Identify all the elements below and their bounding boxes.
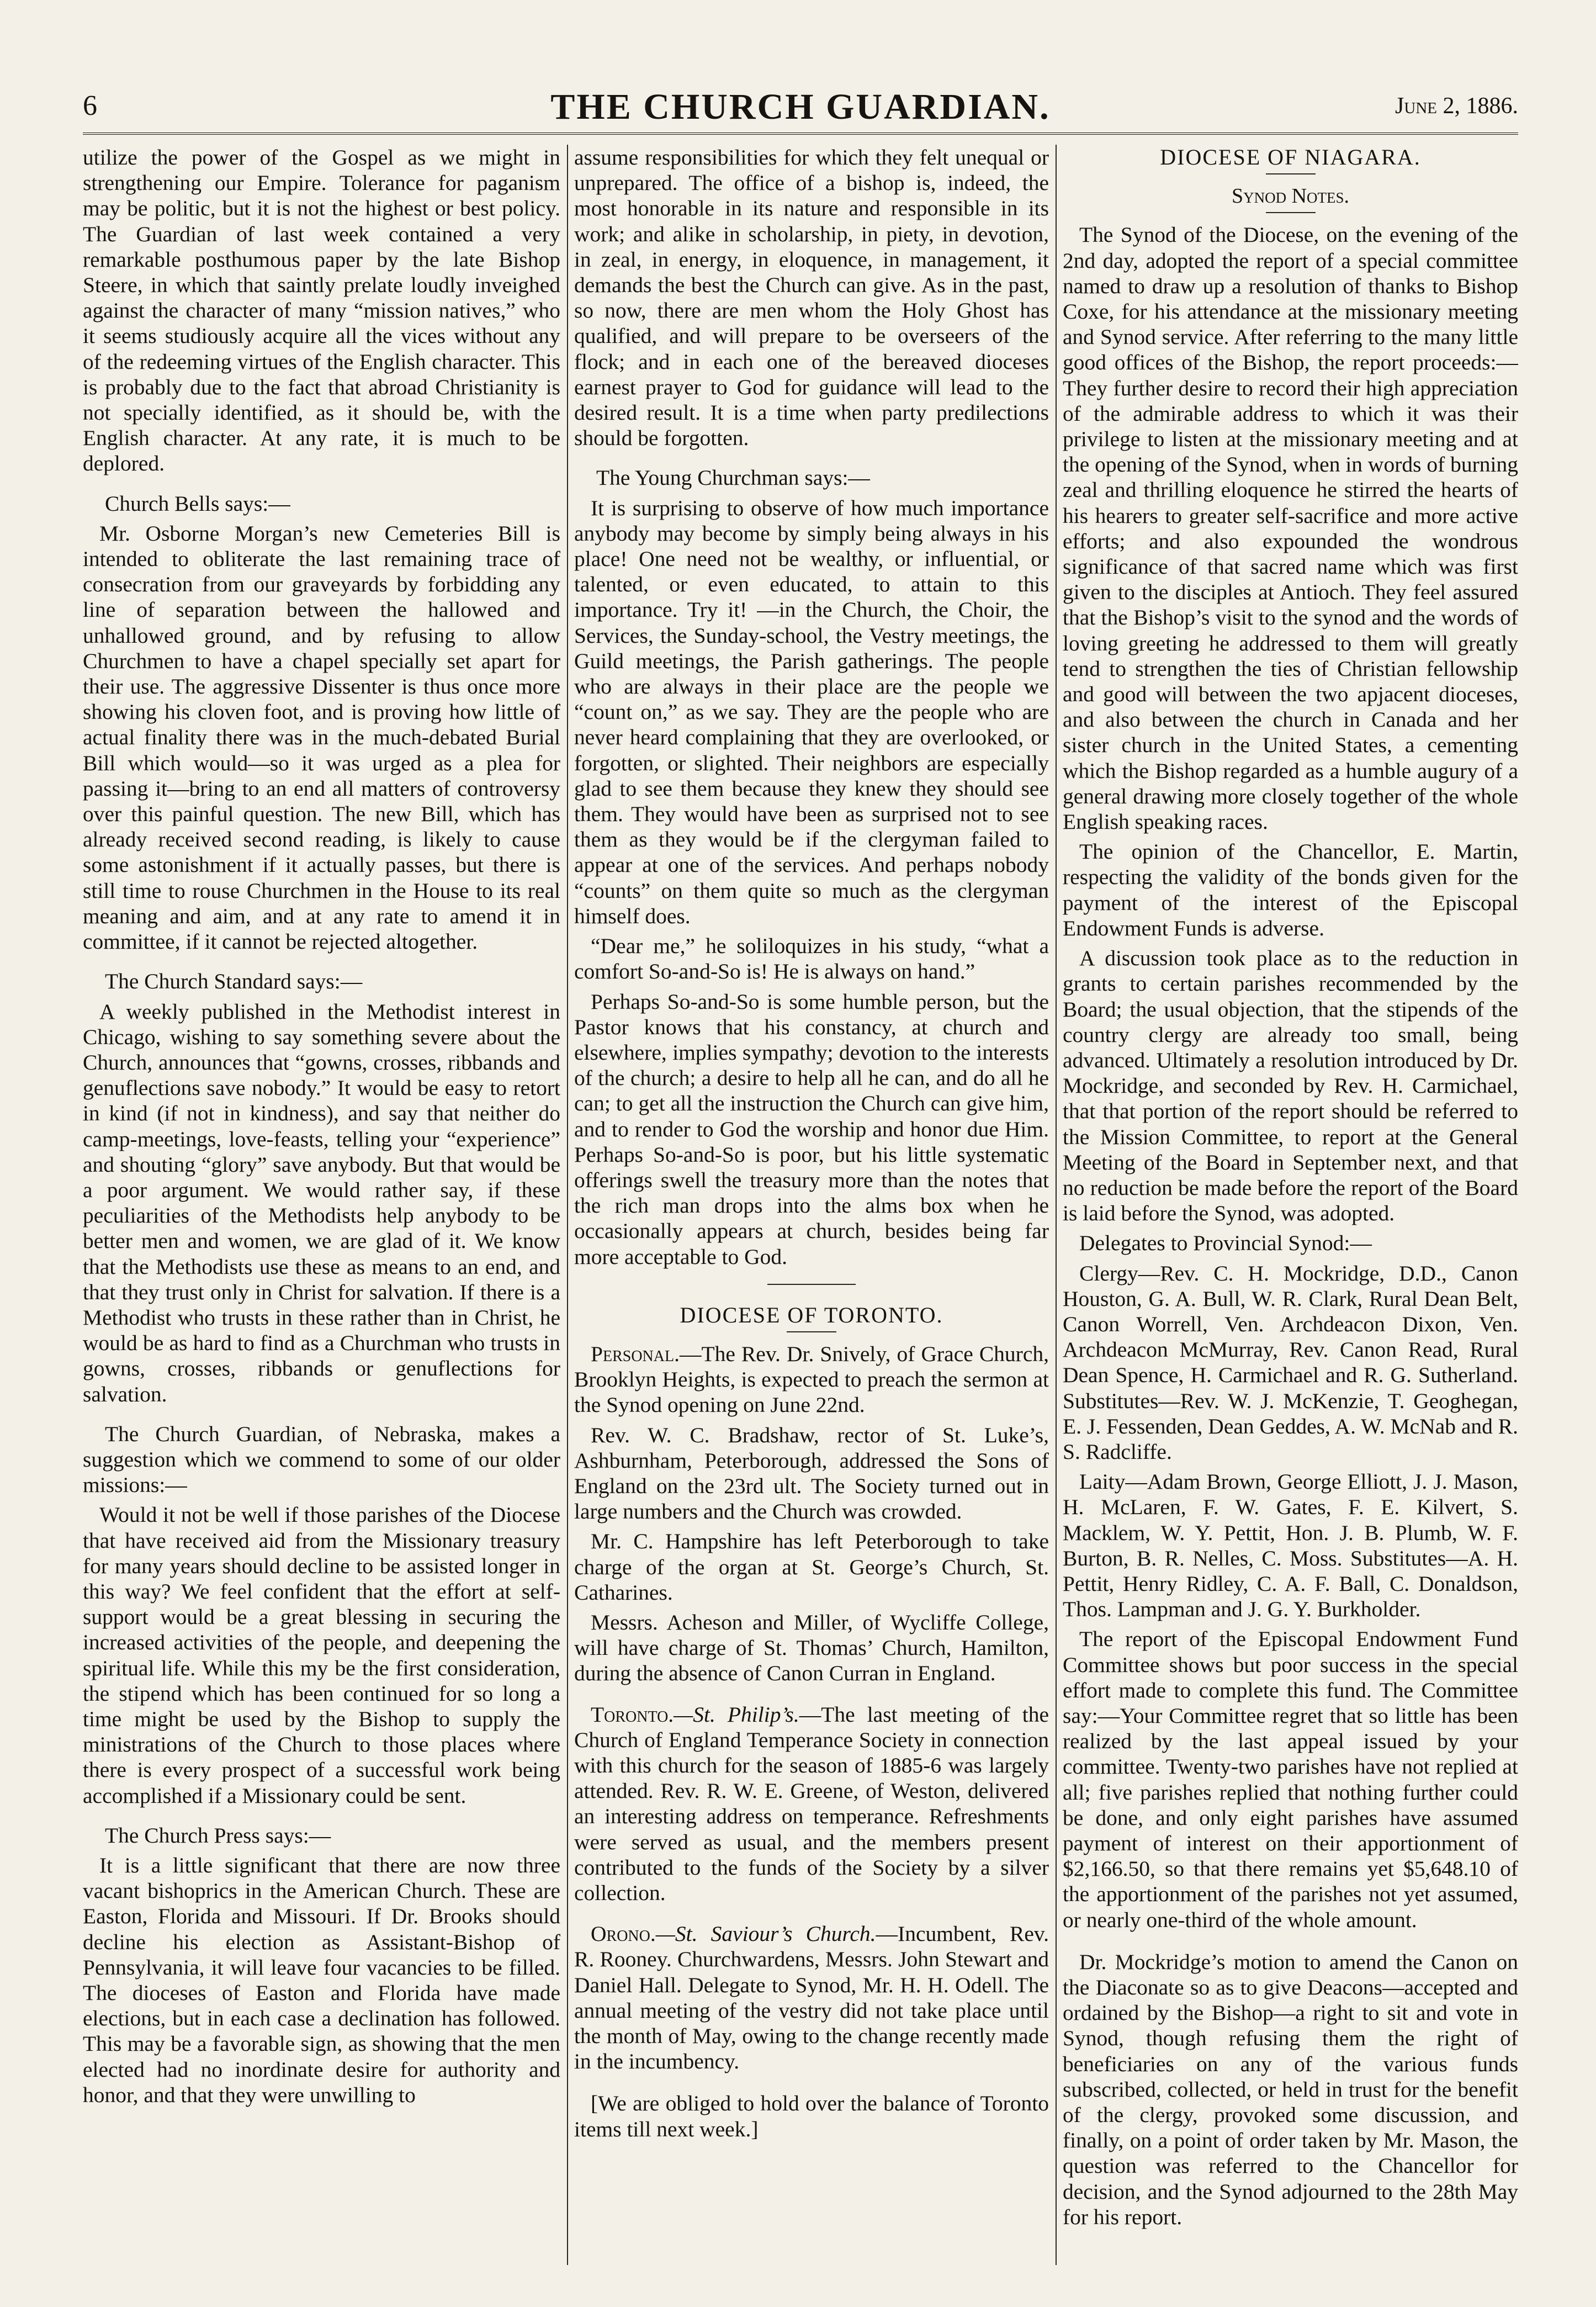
item-label: Orono. xyxy=(591,1922,656,1946)
paragraph: utilize the power of the Gospel as we might in strengthening our Empire. Tolerance for paganism may be politic, but it is not the highest or best policy. The Guardian of last week contained a very remarkable posthumous paper by the late Bishop Steere, in which that saintly prelate loudly inveighed against the character of many “mission natives,” who it seems studiously acquire all the vices without any of the redeeming virtues of the English character. This is probably due to the fact that abroad Christianity is not specially identified, as it should be, with the English character. At any rate, it is much to be deplored. xyxy=(83,145,560,476)
quote-paragraph: It is surprising to observe of how much importance anybody may become by simply being always in his place! One need not be wealthy, or influential, or talented, or even educated, to attain to this importance. Try it! —in the Church, the Choir, the Services, the Sunday-school, the Vestry meetings, the Guild meetings, the Parish gatherings. The people who are always in their place are the people we “count on,” as we say. They are the people who are never heard complaining that they are overlooked, or forgotten, or slighted. Their neighbors are especially glad to see them because they knew they should see them. They would have been as surprised not to see them as they would be if the clergyman failed to appear at one of the services. And perhaps nobody “counts” on them quite so much as the clergyman himself does. xyxy=(574,495,1049,928)
news-item: Toronto.—St. Philip’s.—The last meeting of the Church of England Temperance Society in connection with this church for the season of 1885-6 was largely attended. Rev. R. W. E. Greene, of Weston, delivered an interesting address on temperance. Refreshments were served as usual, and the members present contributed to the funds of the Society by a silver collection. xyxy=(574,1702,1049,1905)
section-subtitle: Synod Notes. xyxy=(1231,184,1350,208)
section-divider xyxy=(767,1284,856,1285)
news-item: Mr. C. Hampshire has left Peterborough to take charge of the organ at St. George’s Church, St. Catharines. xyxy=(574,1529,1049,1605)
paragraph: The report of the Episcopal Endowment Fund Committee shows but poor success in the special effort made to complete this fund. The Committee say:—Your Committee regret that so little has been realized by the last appeal issued by your committee. Twenty-two parishes have not replied at all; five parishes replied that nothing further could be done, and only eight parishes have assumed payment of interest on their apportionment of $2,166.50, so that there remains yet $5,648.10 of the apportionment of the parishes not yet assumed, or nearly one-third of the whole amount. xyxy=(1063,1627,1518,1932)
paragraph: The opinion of the Chancellor, E. Martin, respecting the validity of the bonds given for the payment of the interest of the Episcopal Endowment Funds is adverse. xyxy=(1063,839,1518,940)
section-title-niagara: DIOCESE OF NIAGARA. xyxy=(1160,145,1421,170)
news-item: Rev. W. C. Bradshaw, rector of St. Luke’s, Ashburnham, Peterborough, addressed the Sons of England on the 23rd ult. The Society turned out in large numbers and the Church was crowded. xyxy=(574,1422,1049,1524)
masthead: THE CHURCH GUARDIAN. xyxy=(550,87,1051,127)
item-label: Toronto. xyxy=(591,1702,674,1727)
news-item: Messrs. Acheson and Miller, of Wycliffe College, will have charge of St. Thomas’ Church, Hamilton, during the absence of Canon Curran in England. xyxy=(574,1610,1049,1686)
quote-intro: Church Bells says:— xyxy=(105,491,290,516)
news-item: Orono.—St. Saviour’s Church.—Incumbent, Rev. R. Rooney. Churchwardens, Messrs. John Stewart and Daniel Hall. Delegate to Synod, Mr. H. H. Odell. The annual meeting of the vestry did not take place until the month of May, owing to the change recently made in the incumbency. xyxy=(574,1922,1049,2074)
page-number: 6 xyxy=(83,90,97,121)
news-item: Personal.—The Rev. Dr. Snively, of Grace Church, Brooklyn Heights, is expected to preach the sermon at the Synod opening on June 22nd. xyxy=(574,1341,1049,1417)
quote-paragraph: A weekly published in the Methodist interest in Chicago, wishing to say something severe about the Church, announces that “gowns, crosses, ribbands and genuflections save nobody.” It would be easy to retort in kind (if not in kindness), and say that neither do camp-meetings, love-feasts, telling your “experience” and shouting “glory” save anybody. But that would be a poor argument. We would rather say, if these peculiarities of the Methodists help anybody to be better men and women, we are glad of it. We know that the Methodists use these as means to an end, and that they trust only in Christ for salvation. If there is a Methodist who trusts in these rather than in Christ, he would be as hard to find as a Churchman who trusts in gowns, crosses, ribbands or genuflections for salvation. xyxy=(83,999,560,1406)
page-header xyxy=(83,83,1518,135)
item-place: —St. Saviour’s Church. xyxy=(655,1922,876,1946)
quote-paragraph: Would it not be well if those parishes of the Diocese that have received aid from the Missionary treasury for many years should decline to be assisted longer in this way? We feel confident that the effort at self-support would be a great blessing in securing the increased activities of the people, and deepening the spiritual life. While this my be the first consideration, the stipend which has been continued for so long a time might be used by the Bishop to supply the ministrations of the Church to those places where there is every prospect of a successful work being accomplished if a Missionary could be sent. xyxy=(83,1502,560,1808)
paragraph: Delegates to Provincial Synod:— xyxy=(1079,1231,1372,1256)
quote-intro: The Church Press says:— xyxy=(105,1823,331,1848)
paragraph: The Synod of the Diocese, on the evening of the 2nd day, adopted the report of a special committee named to draw up a resolution of thanks to Bishop Coxe, for his attendance at the missionary meeting and Synod service. After referring to the many little good offices of the Bishop, the report proceeds:—They further desire to record their high appreciation of the admirable address to which it was their privilege to listen at the missionary meeting and at the opening of the Synod, when in words of burning zeal and thrilling eloquence he stirred the hearts of his hearers to greater self-sacrifice and more active efforts; and also expounded the wondrous significance of that sacred name which was first given to the disciples at Antioch. They feel assured that the Bishop’s visit to the synod and the words of loving greeting he addressed to them will greatly tend to strengthen the ties of Christian fellowship and good will between the two apjacent dioceses, and also between the church in Canada and her sister church in the United States, a cementing which the Bishop regarded as a humble augury of a general drawing more closely together of the whole English speaking races. xyxy=(1063,223,1518,834)
quote-paragraph: “Dear me,” he soliloquizes in his study, “what a comfort So-and-So is! He is always on hand.” xyxy=(574,934,1049,984)
paragraph: Clergy—Rev. C. H. Mockridge, D.D., Canon Houston, G. A. Bull, W. R. Clark, Rural Dean Belt, Canon Worrell, Ven. Archdeacon Dixon, Ven. Archdeacon McMurray, Rev. Canon Read, Rural Dean Spence, H. Carmichael and R. G. Sutherland. Substitutes—Rev. W. J. McKenzie, T. Geoghegan, E. J. Fessenden, Dean Geddes, A. W. McNab and R. S. Radcliffe. xyxy=(1063,1261,1518,1464)
editor-note: [We are obliged to hold over the balance of Toronto items till next week.] xyxy=(574,2091,1049,2141)
item-label: Personal. xyxy=(591,1341,680,1366)
issue-date: June 2, 1886. xyxy=(1395,93,1518,119)
paragraph: assume responsibilities for which they felt unequal or unprepared. The office of a bishop is, indeed, the most honorable in its nature and responsible in its work; and alike in scholarship, in piety, in devotion, in zeal, in energy, in eloquence, in management, it demands the best the Church can give. As in the past, so now, there are men whom the Holy Ghost has qualified, and will prepare to be overseers of the flock; and in each one of the bereaved dioceses earnest prayer to God for guidance will lead to the desired result. It is a time when party predilections should be forgotten. xyxy=(574,145,1049,451)
quote-intro: The Young Churchman says:— xyxy=(596,465,870,490)
quote-intro: The Church Guardian, of Nebraska, makes a suggestion which we commend to some of our older missions:— xyxy=(83,1421,560,1498)
column-rule-1 xyxy=(567,145,568,2265)
quote-paragraph: Mr. Osborne Morgan’s new Cemeteries Bill is intended to obliterate the last remaining trace of consecration from our graveyards by forbidding any line of separation between the hallowed and unhallowed ground, and by refusing to allow Churchmen to have a chapel specially set apart for their use. The aggressive Dissenter is thus once more showing his cloven foot, and is proving how little of actual finality there was in the much-debated Burial Bill which would—so it was urged as a plea for passing it—bring to an end all matters of controversy over this painful question. The new Bill, which has already received second reading, is likely to cause some astonishment if it actually passes, but there is still time to rouse Churchmen in the House to its real meaning and aim, and at any rate to amend it in committee, if it cannot be rejected altogether. xyxy=(83,521,560,954)
quote-paragraph: It is a little significant that there are now three vacant bishoprics in the American Church. These are Easton, Florida and Missouri. If Dr. Brooks should decline his election as Assistant-Bishop of Pennsylvania, it will leave four vacancies to be filled. The dioceses of Easton and Florida have made elections, but in each case a declination has followed. This may be a favorable sign, as showing that the men elected had no inordinate desire for authority and honor, and that they were unwilling to xyxy=(83,1853,560,2107)
column-3 xyxy=(1063,145,1518,2265)
column-1 xyxy=(83,145,560,2265)
paragraph: Laity—Adam Brown, George Elliott, J. J. Mason, H. McLaren, F. W. Gates, F. E. Kilvert, S. Macklem, W. Y. Pettit, Hon. J. B. Plumb, W. F. Burton, B. R. Nelles, C. Moss. Substitutes—A. H. Pettit, Henry Ridley, C. A. F. Ball, C. Donaldson, Thos. Lampman and J. G. Y. Burkholder. xyxy=(1063,1469,1518,1622)
column-rule-2 xyxy=(1056,145,1057,2265)
column-2 xyxy=(574,145,1049,2265)
title-rule xyxy=(787,1331,836,1332)
section-title-toronto: DIOCESE OF TORONTO. xyxy=(680,1302,943,1327)
subtitle-rule xyxy=(1266,212,1316,213)
quote-intro: The Church Standard says:— xyxy=(105,969,363,994)
paragraph: Dr. Mockridge’s motion to amend the Canon on the Diaconate so as to give Deacons—accepted and ordained by the Bishop—a right to sit and vote in Synod, though refusing them the right of beneficiaries on any of the various funds subscribed, collected, or held in trust for the benefit of the clergy, provoked some discussion, and finally, on a point of order taken by Mr. Mason, the question was referred to the Chancellor for decision, and the Synod adjourned to the 28th May for his report. xyxy=(1063,1949,1518,2229)
item-place: —St. Philip’s. xyxy=(674,1702,799,1727)
title-rule xyxy=(1266,173,1316,174)
quote-paragraph: Perhaps So-and-So is some humble person, but the Pastor knows that his constancy, at church and elsewhere, implies sympathy; devotion to the interests of the church; a desire to help all he can, and do all he can; to get all the instruction the Church can give him, and to render to God the worship and honor due Him. Perhaps So-and-So is poor, but his little systematic offerings swell the treasury more than the notes that the rich man drops into the alms box when he occasionally appears at church, besides being far more acceptable to God. xyxy=(574,989,1049,1269)
paragraph: A discussion took place as to the reduction in grants to certain parishes recommended by the Board; the usual objection, that the stipends of the country clergy are already too small, being advanced. Ultimately a resolution introduced by Dr. Mockridge, and seconded by Rev. H. Carmichael, that that portion of the report should be referred to the Mission Committee, to report at the General Meeting of the Board in September next, and that no reduction be made before the report of the Board is laid before the Synod, was adopted. xyxy=(1063,946,1518,1226)
